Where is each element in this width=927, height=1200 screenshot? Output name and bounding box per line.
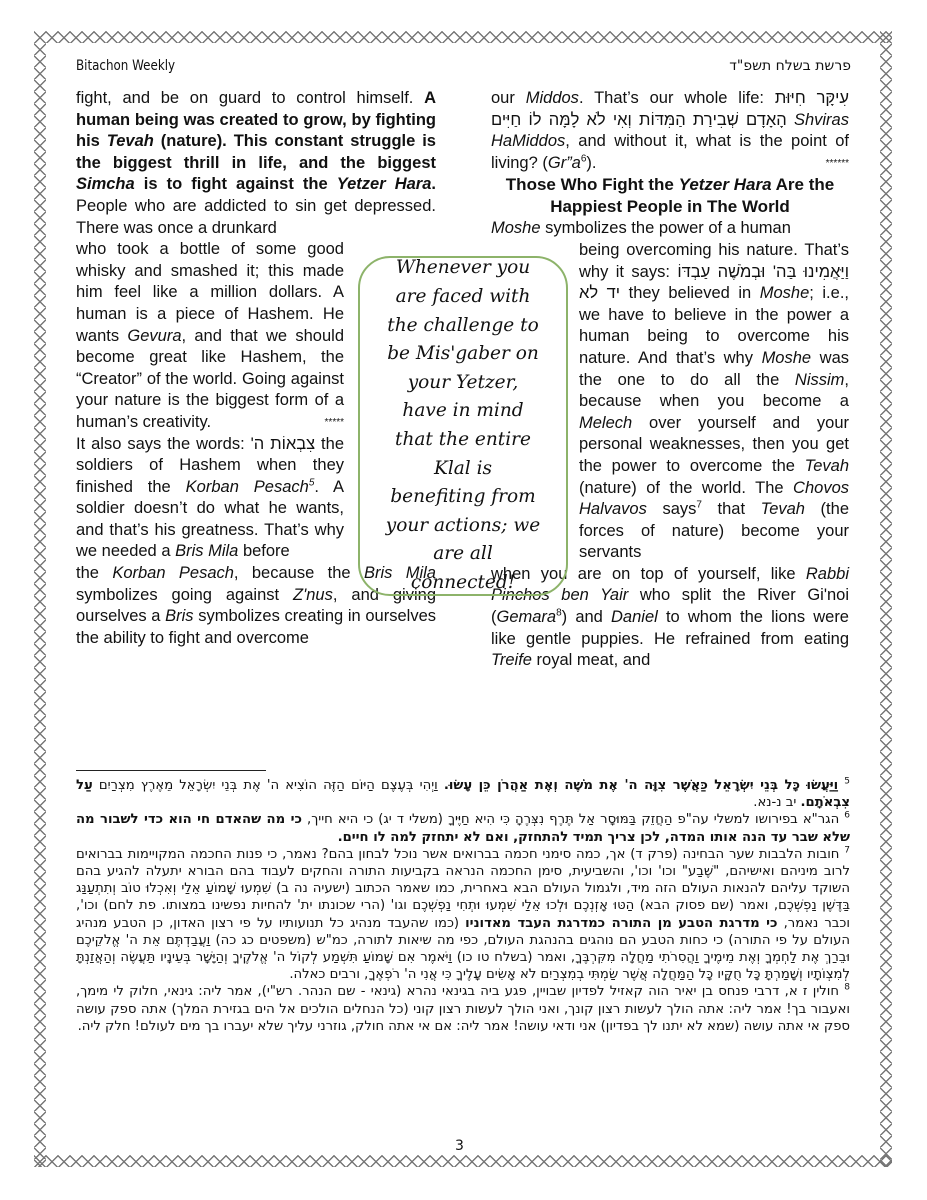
callout-line: Klal is [434, 457, 492, 479]
footnote-6: $^6$ הגר"א בפירושו למשלי עה"פ הַחֲזֵק בַּמּוּסָר אַל תֶּרֶף נִצְּרֶהָ כִּי הִיא חַיֶּיךָ (משלי ד יג) כי היא חייך, כי מה שהאדם חי הוא כדי לשבור מה שלא שבר עד הנה אותו המדה, לכן צריך תמיד להתחזק, ואם לא יתחזק למה לו חיים. [76, 811, 851, 845]
footnote-ref[interactable]: 7 [696, 499, 702, 511]
callout-line: are faced with [395, 286, 531, 308]
paragraph: who took a bottle of some good whisky and smashed it; this made him feel like a million dollars. A human is a piece of Hashem. He wants Gevura, and that we should become great like Hashem, the “Creator” of the world. Going against your nature is the biggest form of a human’s creativity. ***** [76, 239, 344, 433]
section-heading: Those Who Fight the Yetzer Hara Are the Happiest People in The World [505, 175, 835, 217]
border-bottom [34, 1155, 892, 1167]
callout-line: are all [433, 543, 493, 565]
footnotes [76, 777, 850, 1035]
page-number: 3 [455, 1138, 464, 1154]
footnote-7: $^7$ חובות הלבבות שער הבחינה (פרק ד) אך, כמה סימני חכמה בברואים אשר נוכל לבחון בהם? נאמר, כי פנות החכמה המקויימות בברואים לרוב מיניהם ואישיהם, "שֶׁבַע" וכו' וכו', והשביעית, סימן החכמה הנראה בקביעות התורה והחקים לעבוד בהם הבורא יתעלה להגיע בהם השוקד עליהם להנאות העולם הזה מיד, ולגמול העולם הבא באחרית, כמו שאמר הכתוב (ישעיה נה ב) שִׁמְעוּ שָׁמוֹעַ אֵלַי וְאִכְלוּ טוֹב וְתִתְעַנַּג בַּדֶּשֶׁן נַפְשְׁכֶם, ואמר (שם פסוק הבא) הַטּוּ אָזְנְכֶם וּלְכוּ אֵלַי שִׁמְעוּ וּתְחִי נַפְשְׁכֶם וגו' (הרי שכונתו ית' להחיות נפשינו במצותו. פת לחם) וכו', וכבר נאמר, כי מדרגת הטבע מן התורה כמדרגת העבד מאדוניו (כמו שהעבד מנהיג כל תנועותיו על פי רצון האדון, כן הטבע מנהיג העולם על פי התורה) כי כחות הטבע הם נוהגים בהנהגת העולם, כפי מה שיאות לתורה, כמ"ש (משפטים כג כה) וַעֲבַדְתֶּם אֵת ה' אֱלֹקֵיכֶם וּבֵרַךְ אֶת לַחְמְךָ וְאֶת מֵימֶיךָ וַהֲסִרֹתִי מַחֲלָה מִקִּרְבֶּךָ, ואמר (בשלח טו כו) וַיֹּאמֶר אִם שָׁמוֹעַ תִּשְׁמַע לְקוֹל ה' אֱלֹקֶיךָ וְהַיָּשָׁר בְּעֵינָיו תַּעֲשֶׂה וְהַאֲזַנְתָּ לְמִצְוֹתָיו וְשָׁמַרְתָּ כָּל חֻקָּיו כָּל הַמַּחֲלָה אֲשֶׁר שַׂמְתִּי בְמִצְרַיִם לֹא אָשִׂים עָלֶיךָ כִּי אֲנִי ה' רֹפְאֶךָ, ורבים כאלה. [76, 845, 851, 983]
callout-line: have in mind [402, 400, 524, 422]
footnote-8: $^8$ חולין ז א, דרבי פנחס בן יאיר הוה קאזיל לפדיון שבויין, פגע ביה בגינאי נהרא (גינאי - שם הנהר. רש"י), אמר ליה: גינאי, חלוק לי מימך, ואעבור בך! אמר ליה: אתה הולך לעשות רצון קונך, ואני הולך לעשות רצון קוני (כל הנחלים הולכים אל הים בגזירת המלך) אתה ספק עושה ספק אי אתה עושה (שמא לא יתנו לך בפדיון) אני ודאי עושה! אמר ליה: אם אי אתה חולק, גוזרני עליך שלא יעברו בך מים לעולם! חלק ליה. [76, 983, 850, 1034]
border-top [34, 31, 892, 43]
footnote-ref[interactable]: 6 [580, 153, 587, 165]
callout-line: the challenge to [387, 314, 539, 336]
callout-quote-box [358, 256, 568, 596]
paragraph: It also says the words: צִבְאוֹת ה' the soldiers of Hashem when they finished the Korban Pesach$^5$. A soldier doesn’t do what he wants, and that’s his greatness. That’s why we needed a Bris Mila before [76, 434, 345, 561]
paragraph: Moshe symbolizes the power of a human [491, 219, 791, 238]
section-separator: ***** [324, 416, 344, 428]
border-left [34, 31, 46, 1167]
footnote-separator [76, 770, 266, 771]
paragraph: when you are on top of yourself, like Rabbi Pinchos ben Yair who split the River Gi'noi (Gemara$^8$) and Daniel to whom the lions were like gentle puppies. He refrained from eating Treife royal meat, and [491, 564, 849, 670]
footnote-ref[interactable]: 8 [556, 607, 562, 619]
paragraph: fight, and be on guard to control himself. A human being was created to grow, by fighting his Tevah (nature). This constant struggle is the biggest thrill in life, and the biggest Simcha is to fight against the Yetzer Hara. People who are addicted to sin get depressed. There was once a drunkard [76, 89, 437, 237]
parsha-title: פרשת בשלח תשפ"ד [729, 58, 851, 74]
paragraph: being overcoming his nature. That’s why it says: וַיַּאֲמִינוּ בַּה' וּבְמֹשֶׁה עַבְדּוֹ יד לא they believed in Moshe; i.e., we have to believe in the power a human being to overcome his nature. And that’s why Moshe was the one to do all the Nissim, because when you become a Melech over yourself and your personal weaknesses, then you get the power to overcome the Tevah (nature) of the world. The Chovos Halvavos says$^7$ that Tevah (the forces of nature) become your servants [579, 240, 849, 562]
section-separator: ****** [825, 157, 849, 169]
callout-line: Whenever you [395, 257, 531, 279]
paragraph: our Middos. That’s our whole life: עִיקָּר חִיּוּת הָאָדָם שְׁבִירַת הַמִּדּוֹת וְאִי לֹא לָמָּה לוֹ חַיִּים Shviras HaMiddos, and without it, what is the point of living? $(Gr”a^6)$. ****** [491, 88, 849, 174]
callout-line: your Yetzer, [407, 371, 519, 393]
callout-line: connected! [410, 571, 516, 593]
border-right [880, 31, 892, 1167]
callout-line: that the entire [395, 429, 531, 450]
callout-line: your actions; we [385, 514, 541, 536]
callout-line: benefiting from [390, 486, 536, 508]
callout-line: be Mis'gaber on [387, 343, 539, 365]
publication-title: Bitachon Weekly [76, 58, 176, 74]
paragraph: the Korban Pesach, because the Bris Mila symbolizes going against Z'nus, and giving ourselves a Bris symbolizes creating in ourselves the ability to fight and overcome [76, 564, 436, 647]
footnote-5: $^5$ וַיַּעֲשׂוּ כָּל בְּנֵי יִשְׂרָאֵל כַּאֲשֶׁר צִוָּה ה' אֶת מֹשֶׁה וְאֶת אַהֲרֹן כֵּן עָשׂוּ. וַיְהִי בְּעֶצֶם הַיּוֹם הַזֶּה הוֹצִיא ה' אֶת בְּנֵי יִשְׂרָאֵל מֵאֶרֶץ מִצְרַיִם עַל צִבְאֹתָם. יב נ-נא. [76, 776, 851, 811]
footnote-ref[interactable]: 5 [308, 477, 315, 489]
